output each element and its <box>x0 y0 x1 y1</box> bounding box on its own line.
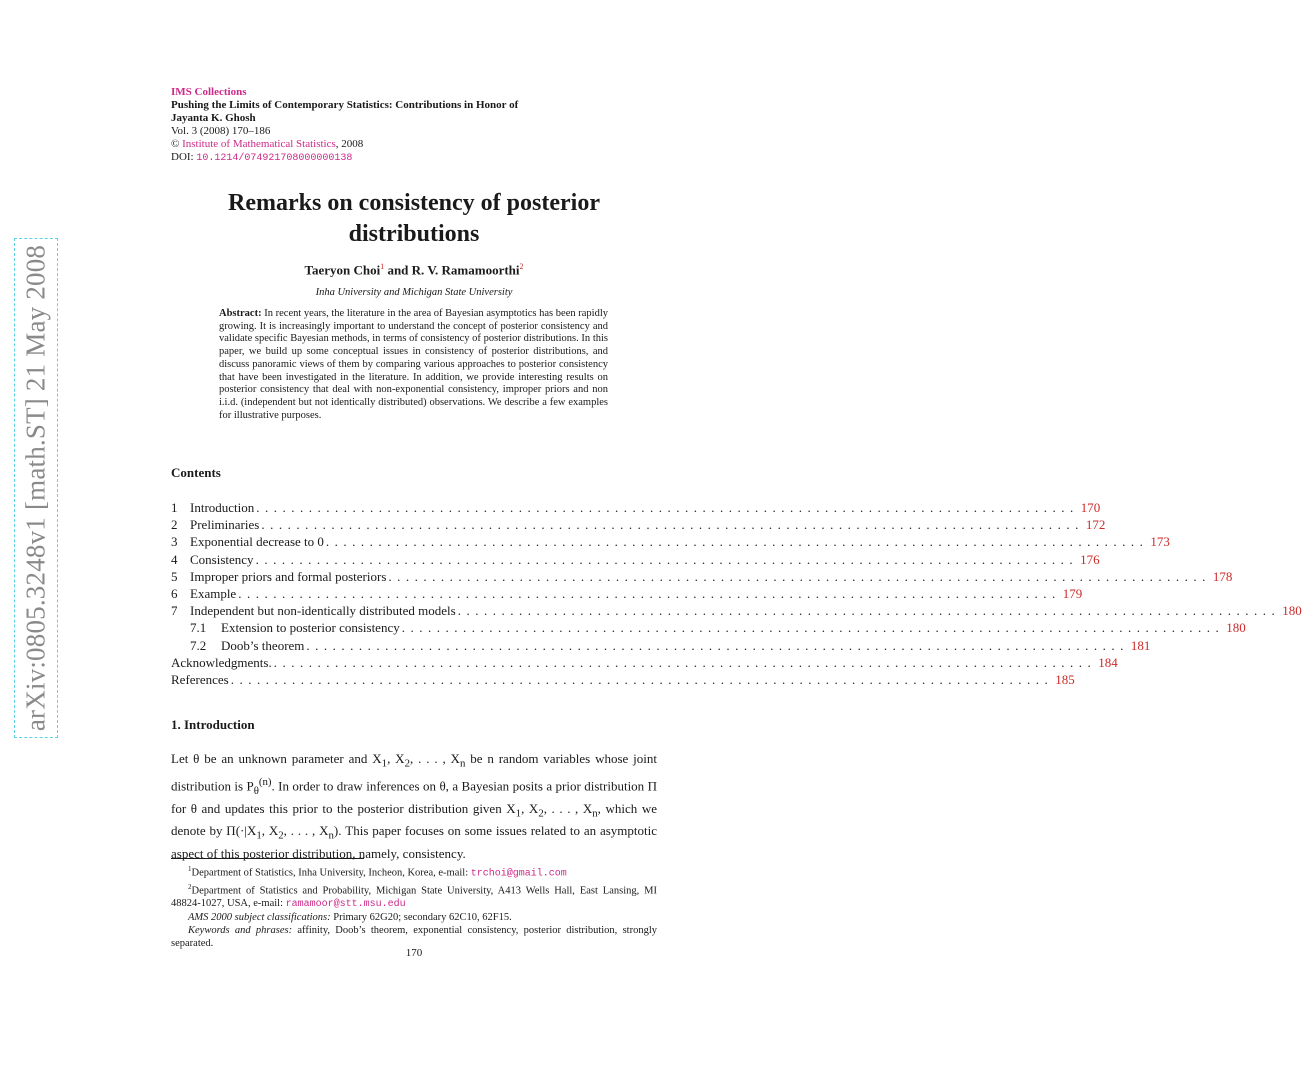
publisher-link[interactable]: Institute of Mathematical Statistics <box>182 138 336 150</box>
toc-subentry[interactable] <box>171 637 1151 655</box>
author-1: Taeryon Choi <box>304 262 381 278</box>
toc-number: 1 <box>171 500 178 515</box>
toc-label: Improper priors and formal posteriors <box>190 568 387 584</box>
arxiv-sidebar-stamp <box>14 238 58 738</box>
arxiv-id: arXiv:0805.3248v1 [math.ST] 21 May 2008 <box>20 244 51 732</box>
toc-leader: .............................................................................................. <box>306 637 1129 653</box>
toc-page-link[interactable]: 180 <box>1282 603 1302 619</box>
toc-page-link[interactable]: 179 <box>1062 585 1083 601</box>
footnote-2: $^2$Department of Statistics and Probability, Michigan State University, A413 Wells Hall, East Lansing, MI 48824-1027, USA, e-mail: ramamoor@stt.msu.edu <box>171 882 657 910</box>
toc-label: Independent but non-identically distributed models <box>190 603 456 619</box>
toc-leader: .............................................................................................. <box>255 551 1079 567</box>
toc-entry[interactable] <box>171 568 1233 586</box>
toc-number: 6 <box>171 585 178 601</box>
toc-leader: .............................................................................................. <box>261 517 1084 533</box>
paper-title <box>171 188 657 250</box>
contents-heading: Contents <box>171 465 221 480</box>
toc-label: Example <box>190 585 237 601</box>
copyright-year: , 2008 <box>335 138 364 150</box>
section-heading: 1. Introduction <box>171 717 255 732</box>
toc-page-link[interactable]: 178 <box>1212 568 1233 584</box>
toc-leader: .............................................................................................. <box>325 534 1149 550</box>
abstract-text: In recent years, the literature in the area of Bayesian asymptotics has been rapidly growing. It is increasingly important to understand the concept of posterior consistency and validate specific Bayesian methods, in terms of consistency of posterior distributions. In this paper, we build up some conceptual issues in consistency of posterior distributions, and discuss panoramic views of them by comparing various approaches to posterior consistency that have been investigated in the literature. In addition, we provide interesting results on posterior consistency that deal with non-exponential consistency, improper priors and non i.i.d. (independent but not identically distributed) observations. We describe a few examples for illustrative purposes. <box>219 308 608 421</box>
journal-header <box>171 86 641 165</box>
author-2-footnote-link[interactable]: 2 <box>519 262 524 271</box>
toc-label: Introduction <box>190 500 255 515</box>
toc-leader: .............................................................................................. <box>230 671 1054 687</box>
toc-page-link[interactable]: 180 <box>1226 620 1246 636</box>
toc-entry[interactable] <box>171 517 1106 534</box>
title-line2: distributions <box>348 221 480 247</box>
footnote-1: $^1$Department of Statistics, Inha University, Incheon, Korea, e-mail: trchoi@gmail.com <box>188 865 567 880</box>
toc-label: Preliminaries <box>190 517 260 533</box>
toc-leader: .............................................................................................. <box>238 585 1061 601</box>
toc-label: Exponential decrease to 0 <box>190 534 324 550</box>
toc-label: Acknowledgments. <box>171 654 272 670</box>
toc-label: Doob’s theorem <box>221 637 305 653</box>
toc-leader: .............................................................................................. <box>256 500 1079 515</box>
toc-label: References <box>171 671 229 687</box>
volume-info: Vol. 3 (2008) 170–186 <box>171 125 271 137</box>
author-separator: and <box>384 262 412 278</box>
toc-label: Extension to posterior consistency <box>221 620 400 636</box>
footnotes <box>171 863 657 950</box>
keywords: Keywords and phrases: affinity, Doob’s theorem, exponential consistency, posterior distribution, strongly separated. <box>171 925 657 949</box>
toc-label: Consistency <box>190 551 254 567</box>
authors <box>171 262 657 278</box>
abstract-label: Abstract: <box>219 308 262 319</box>
title-line1: Remarks on consistency of posterior <box>228 190 600 216</box>
toc-leader: .............................................................................................. <box>388 568 1211 584</box>
footnote-divider <box>171 858 364 859</box>
table-of-contents <box>171 500 1302 689</box>
toc-number: 7.1 <box>190 620 207 636</box>
copyright-line <box>171 138 641 151</box>
toc-entry[interactable] <box>171 551 1100 569</box>
intro-paragraph: Let θ be an unknown parameter and $X_1$, $X_2$, . . . , $X_n$ be n random variables whose joint distribution is $P_\theta^{(n)}$. In order to draw inferences on θ, a Bayesian posits a prior distribution Π for θ and updates this prior to the posterior distribution given $X_1$, $X_2$, . . . , $X_n$, which we denote by $\Pi(\cdot|X_1$, $X_2$, . . . , $X_n$). This paper focuses on some issues related to an asymptotic aspect of this posterior distribution, namely, consistency. <box>171 751 658 861</box>
toc-leader: .............................................................................................. <box>273 654 1097 670</box>
toc-entry[interactable] <box>171 603 1302 620</box>
toc-entry[interactable] <box>171 534 1170 551</box>
toc-entry[interactable] <box>171 500 1101 517</box>
toc-number: 3 <box>171 534 178 550</box>
author-1-footnote-link[interactable]: 1 <box>380 262 385 271</box>
doi-label: DOI: <box>171 151 197 163</box>
toc-page-link[interactable]: 172 <box>1085 517 1106 533</box>
toc-leader: .............................................................................................. <box>457 603 1281 619</box>
toc-page-link[interactable]: 181 <box>1130 637 1151 653</box>
series-name[interactable]: IMS Collections <box>171 86 247 98</box>
toc-page-link[interactable]: 173 <box>1150 534 1170 550</box>
email-link[interactable]: trchoi@gmail.com <box>470 868 567 880</box>
toc-page-link[interactable]: 184 <box>1098 654 1118 670</box>
abstract <box>219 308 608 422</box>
toc-page-link[interactable]: 176 <box>1080 551 1100 567</box>
toc-entry[interactable] <box>171 585 1083 603</box>
toc-subentry[interactable] <box>171 620 1246 637</box>
page-number: 170 <box>405 947 423 959</box>
email-link[interactable]: ramamoor@stt.msu.edu <box>285 899 406 910</box>
toc-number: 7.2 <box>190 637 207 653</box>
book-title-line1: Pushing the Limits of Contemporary Statistics: Contributions in Honor of <box>171 99 519 111</box>
toc-page-link[interactable]: 170 <box>1080 500 1101 515</box>
author-2: R. V. Ramamoorthi <box>411 262 520 278</box>
toc-number: 2 <box>171 517 178 533</box>
book-title-line2: Jayanta K. Ghosh <box>171 112 256 124</box>
ams-classification: AMS 2000 subject classifications: Primary 62G20; secondary 62C10, 62F15. <box>188 912 512 923</box>
doi-link[interactable]: 10.1214/074921708000000138 <box>196 153 353 164</box>
toc-entry[interactable] <box>171 654 1118 672</box>
toc-number: 4 <box>171 551 178 567</box>
copyright-icon: © <box>171 138 180 150</box>
toc-leader: .............................................................................................. <box>401 620 1225 636</box>
toc-entry[interactable] <box>171 671 1075 689</box>
toc-page-link[interactable]: 185 <box>1055 671 1075 687</box>
toc-number: 5 <box>171 568 178 584</box>
doi-line <box>171 151 641 165</box>
affiliation: Inha University and Michigan State University <box>315 287 513 298</box>
toc-number: 7 <box>171 603 178 619</box>
